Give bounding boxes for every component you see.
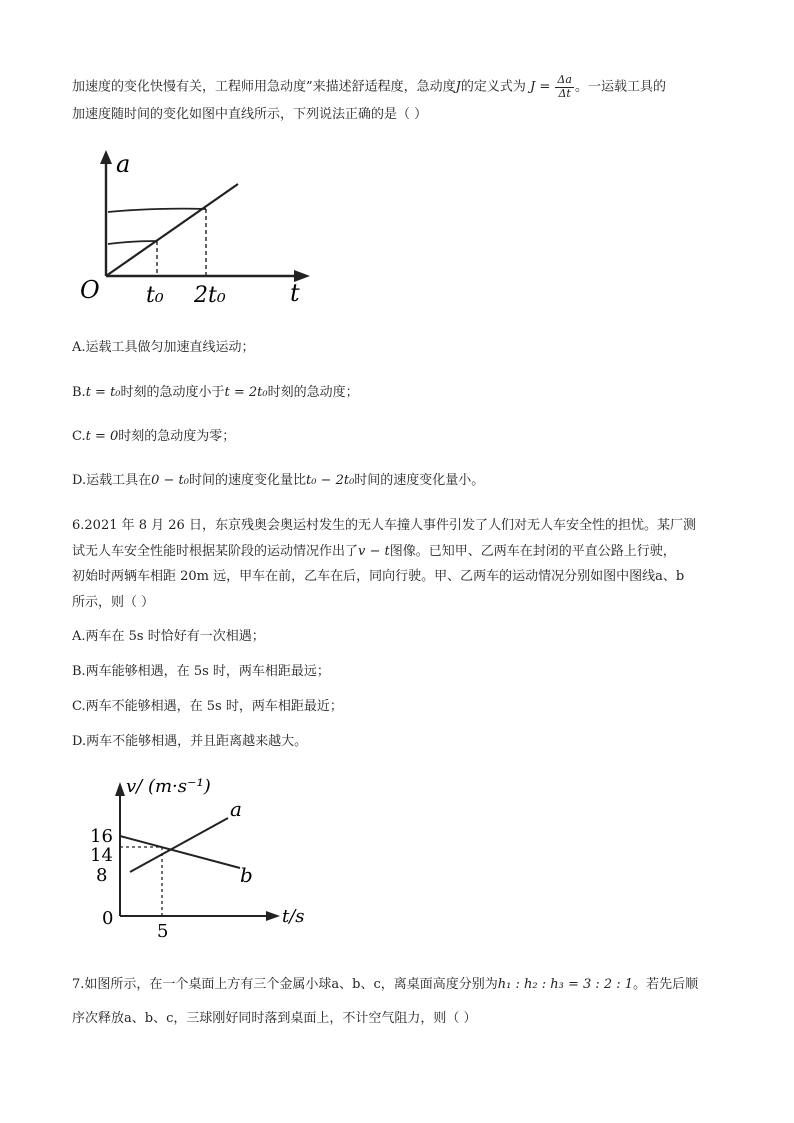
q5-option-b-text1: 时刻的急动度小于 bbox=[120, 385, 225, 400]
q5-stem-line1 bbox=[72, 74, 666, 100]
y-axis-label: a bbox=[116, 150, 131, 178]
frac-denominator: Δt bbox=[558, 86, 571, 100]
q5-stem-text-b: 的定义式为 bbox=[460, 79, 526, 95]
q7-stem-line1 bbox=[72, 978, 698, 991]
q6-vt-graph bbox=[84, 770, 324, 940]
tick-0: 0 bbox=[102, 908, 114, 929]
q6-option-a: A.两车在 5s 时恰好有一次相遇； bbox=[72, 629, 265, 644]
q5-stem-text-c: 。一运载工具的 bbox=[574, 79, 666, 95]
label-line-b: b bbox=[240, 863, 253, 887]
q5-option-c-text: 时刻的急动度为零； bbox=[118, 429, 236, 444]
q6-stem-vt: v − t bbox=[358, 544, 390, 559]
frac-numerator: Δa bbox=[557, 73, 572, 86]
line-b bbox=[120, 836, 240, 868]
q5-option-b-math2: t = 2t₀ bbox=[224, 385, 268, 400]
y-axis-arrow bbox=[100, 150, 112, 164]
y-axis-arrow bbox=[115, 782, 125, 796]
q5-option-d-math1: 0 − t₀ bbox=[151, 473, 189, 488]
x-axis-label: t/s bbox=[282, 906, 305, 927]
line-a bbox=[130, 818, 228, 872]
q5-option-d-text1: 时间的速度变化量比 bbox=[188, 473, 306, 488]
q5-option-b bbox=[72, 386, 359, 399]
q6-stem-line4: 所示，则（ ） bbox=[72, 595, 155, 610]
q5-option-d-label: D.运载工具在 bbox=[72, 473, 152, 488]
q5-option-c bbox=[72, 430, 235, 443]
label-line-a: a bbox=[230, 797, 242, 821]
q6-option-b: B.两车能够相遇，在 5s 时，两车相距最远； bbox=[72, 664, 330, 679]
q5-option-d-math2: t₀ − 2t₀ bbox=[305, 473, 355, 488]
q6-stem-line1: 6.2021 年 8 月 26 日，东京残奥会奥运村发生的无人车撞人事件引发了人们对无人车安全性的担忧。某厂测 bbox=[72, 518, 696, 533]
q5-option-d bbox=[72, 474, 484, 487]
q5-option-c-label: C. bbox=[72, 429, 86, 444]
y-axis-label: v/ (m·s⁻¹) bbox=[126, 776, 211, 797]
tick-8: 8 bbox=[96, 865, 108, 886]
q5-option-b-label: B. bbox=[72, 385, 86, 400]
q5-formula-fraction bbox=[555, 74, 574, 100]
q6-stem-line2-a: 试无人车安全性能时根据某阶段的运动情况作出了 bbox=[72, 544, 359, 559]
q6-stem-line2 bbox=[72, 545, 676, 558]
q6-option-c: C.两车不能够相遇，在 5s 时，两车相距最近； bbox=[72, 699, 343, 714]
tick-5: 5 bbox=[157, 921, 169, 940]
hline-2t0 bbox=[108, 209, 206, 212]
q5-option-c-math: t = 0 bbox=[85, 429, 119, 444]
q7-stem-text-b: 。若先后顺 bbox=[633, 977, 699, 992]
q5-option-a: A.运载工具做匀加速直线运动； bbox=[72, 340, 255, 355]
q7-stem-text-a: 7.如图所示，在一个桌面上方有三个金属小球a、b、c，离桌面高度分别为 bbox=[72, 977, 498, 992]
a-t-line bbox=[106, 184, 238, 276]
hline-t0 bbox=[108, 241, 157, 244]
q7-height-ratio: h₁ : h₂ : h₃ = 3 : 2 : 1 bbox=[497, 977, 634, 992]
q6-option-d: D.两车不能够相遇，并且距离越来越大。 bbox=[72, 734, 308, 749]
tick-14: 14 bbox=[90, 845, 113, 866]
tick-t0: t₀ bbox=[146, 283, 164, 308]
origin-label: O bbox=[80, 276, 100, 304]
q7-stem-line2: 序次释放a、b、c，三球刚好同时落到桌面上，不计空气阻力，则（ ） bbox=[72, 1011, 477, 1026]
q5-option-d-text2: 时间的速度变化量小。 bbox=[354, 473, 485, 488]
q6-stem-line2-b: 图像。已知甲、乙两车在封闭的平直公路上行驶， bbox=[389, 544, 676, 559]
q6-stem-line3: 初始时两辆车相距 20m 远，甲车在前，乙车在后，同向行驶。甲、乙两车的运动情况分别如图中图线a、b bbox=[72, 569, 685, 584]
q5-stem-text-a: 加速度的变化快慢有关，工程师用急动度”来描述舒适程度，急动度 bbox=[72, 79, 456, 95]
q5-at-graph bbox=[78, 148, 323, 308]
q5-formula-lhs: J = bbox=[530, 79, 551, 95]
q5-option-b-text2: 时刻的急动度； bbox=[267, 385, 359, 400]
q5-option-b-math1: t = t₀ bbox=[85, 385, 121, 400]
q5-stem-line2: 加速度随时间的变化如图中直线所示，下列说法正确的是（ ） bbox=[72, 107, 428, 122]
q5-stem-j: J bbox=[455, 79, 461, 95]
tick-2t0: 2t₀ bbox=[194, 283, 226, 308]
tick-16: 16 bbox=[90, 826, 113, 847]
x-axis-label: t bbox=[290, 279, 300, 307]
x-axis-arrow bbox=[266, 911, 280, 921]
